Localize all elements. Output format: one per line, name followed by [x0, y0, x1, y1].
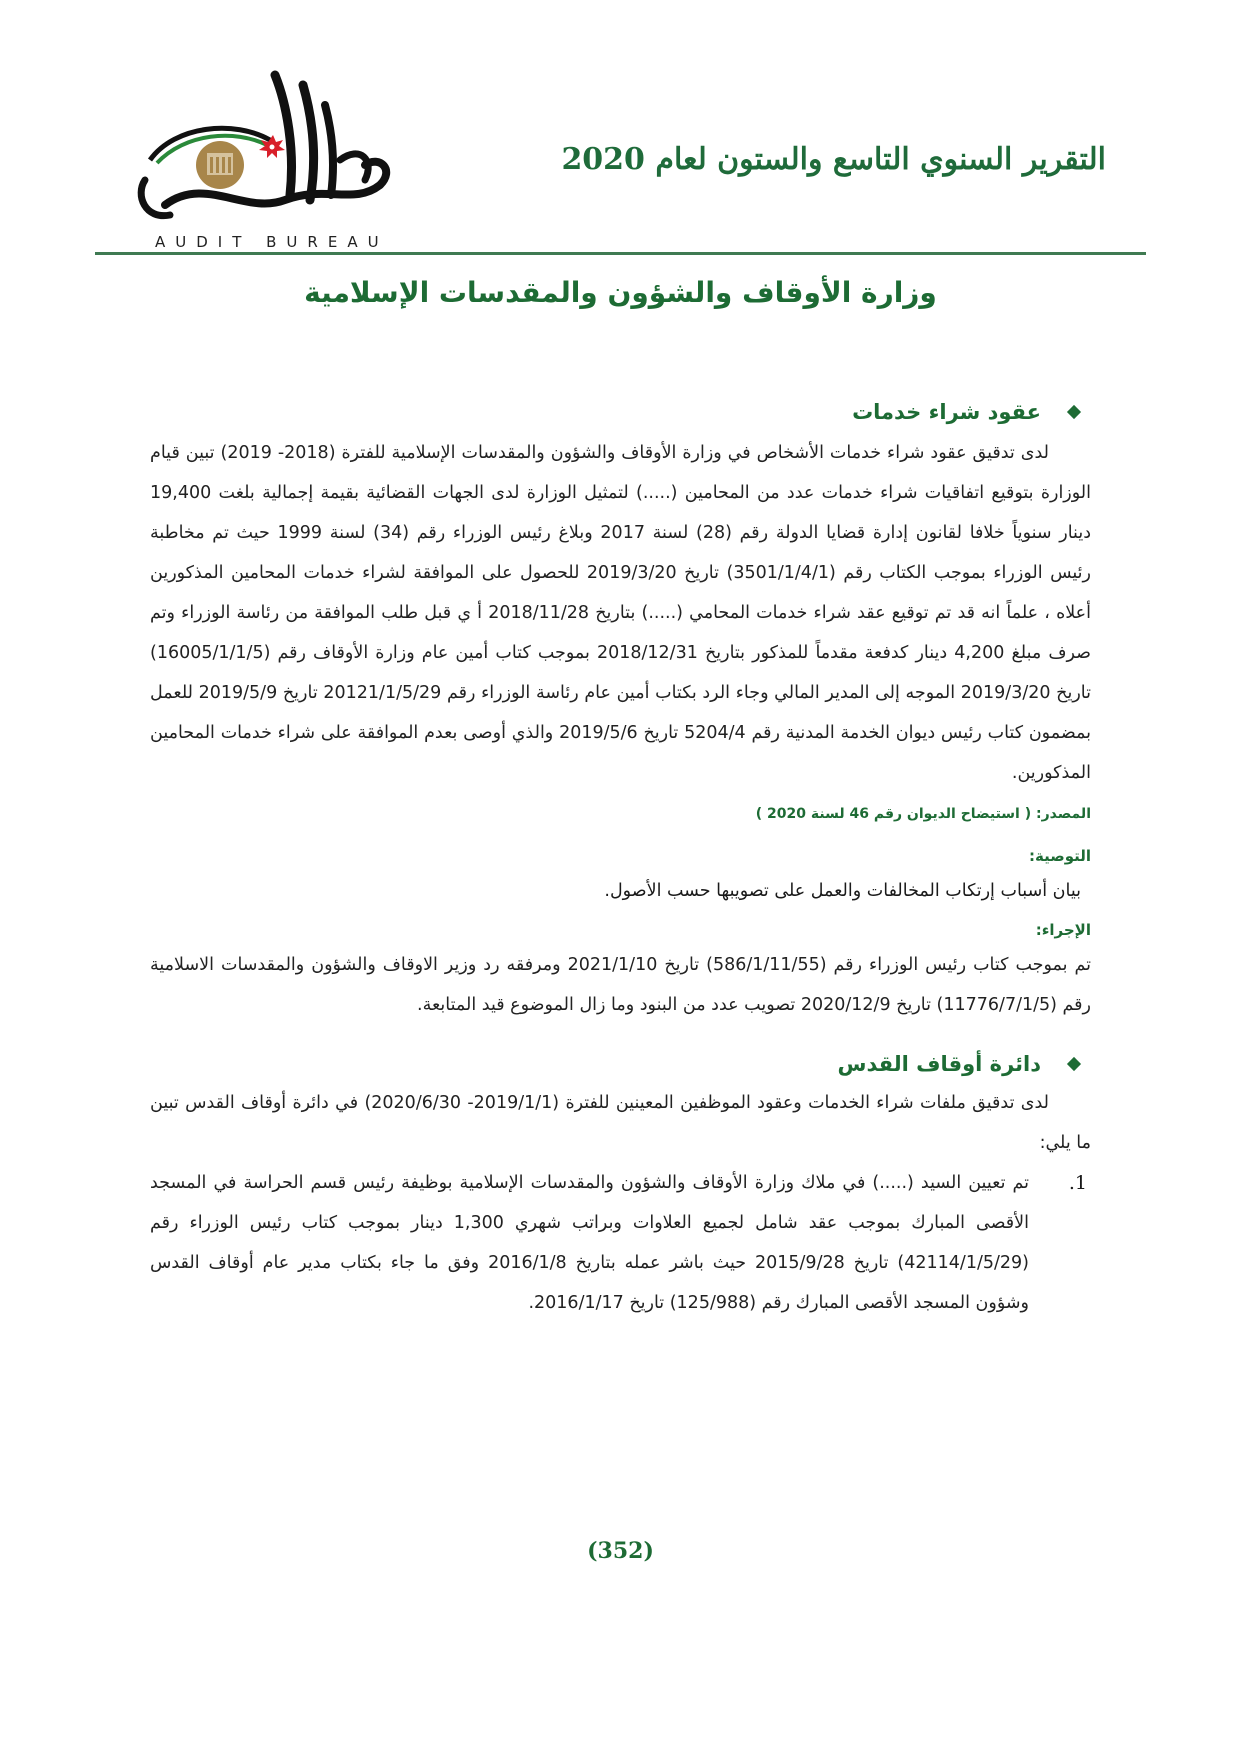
report-title: التقرير السنوي التاسع والستون لعام 2020	[561, 142, 1106, 177]
page-number: (352)	[587, 1538, 654, 1564]
logo-calligraphy-icon	[125, 65, 415, 235]
action-text: تم بموجب كتاب رئيس الوزراء رقم (586/1/11/55) تاريخ 2021/1/10 ومرفقه رد وزير الاوقاف والشؤون والمقدسات الاسلامية رقم (11776/7/1/5) تاريخ 2020/12/9 تصويب عدد من البنود وما زال الموضوع قيد المتابعة.	[150, 955, 1091, 1015]
section-heading-jerusalem-awqaf	[150, 1047, 1091, 1081]
ministry-title: وزارة الأوقاف والشؤون والمقدسات الإسلامية	[304, 276, 937, 309]
diamond-bullet-icon	[1067, 1057, 1081, 1071]
logo-english-text: AUDIT BUREAU	[155, 233, 389, 251]
list-item-text: تم تعيين السيد (.....) في ملاك وزارة الأوقاف والشؤون والمقدسات الإسلامية بوظيفة رئيس قسم الحراسة في المسجد الأقصى المبارك بموجب عقد شامل لجميع العلاوات وبراتب شهري 1,300 دينار بموجب كتاب رئيس الوزراء رقم (42114/1/5/29) تاريخ 2015/9/28 حيث باشر عمله بتاريخ 2016/1/8 وفق ما جاء بكتاب مدير عام أوقاف القدس وشؤون المسجد الأقصى المبارك رقم (125/988) تاريخ 2016/1/17.	[150, 1173, 1030, 1313]
section-paragraph	[150, 433, 1091, 793]
section-paragraph	[150, 1083, 1091, 1163]
section-heading-text: دائرة أوقاف القدس	[837, 1052, 1041, 1076]
audit-bureau-logo	[125, 65, 415, 250]
list-item	[150, 1163, 1091, 1323]
paragraph-text: لدى تدقيق ملفات شراء الخدمات وعقود الموظفين المعينين للفترة (2019/1/1- 2020/6/30) في دائرة أوقاف القدس تبين ما يلي:	[150, 1093, 1091, 1153]
header-divider	[95, 252, 1146, 255]
source-citation: المصدر: ( استيضاح الديوان رقم 46 لسنة 2020 )	[755, 806, 1091, 822]
paragraph-text: لدى تدقيق عقود شراء خدمات الأشخاص في وزارة الأوقاف والشؤون والمقدسات الإسلامية للفترة (2018- 2019) تبين قيام الوزارة بتوقيع اتفاقيات شراء خدمات عدد من المحامين (.....) لتمثيل الوزارة لدى الجهات القضائية بقيمة إجمالية بلغت 19,400 دينار سنوياً خلافا لقانون إدارة قضايا الدولة رقم (28) لسنة 2017 وبلاغ رئيس الوزراء رقم (34) لسنة 1999 حيث تم مخاطبة رئيس الوزراء بموجب الكتاب رقم (3501/1/4/1) تاريخ 2019/3/20 للحصول على الموافقة لشراء خدمات المحامين المذكورين أعلاه ، علماً انه قد تم توقيع عقد شراء خدمات المحامي (.....) بتاريخ 2018/11/28 أ ي قبل طلب الموافقة من رئاسة الوزراء وتم صرف مبلغ 4,200 دينار كدفعة مقدماً للمذكور بتاريخ 2018/12/31 بموجب كتاب أمين عام وزارة الأوقاف رقم (16005/1/1/5) تاريخ 2019/3/20 الموجه إلى المدير المالي وجاء الرد بكتاب أمين عام رئاسة الوزراء رقم 20121/1/5/29 تاريخ 2019/5/9 للعمل بمضمون كتاب رئيس ديوان الخدمة المدنية رقم 5204/4 تاريخ 2019/5/6 والذي أوصى بعدم الموافقة على شراء خدمات المحامين المذكورين.	[150, 443, 1092, 783]
list-item-number: 1.	[1068, 1172, 1087, 1194]
recommendation-label: التوصية:	[1028, 847, 1091, 865]
page-header	[95, 60, 1146, 255]
section-heading-text: عقود شراء خدمات	[852, 400, 1041, 424]
section-heading-service-contracts	[150, 395, 1091, 429]
recommendation-text: بيان أسباب إرتكاب المخالفات والعمل على تصويبها حسب الأصول.	[604, 881, 1081, 901]
document-body	[150, 395, 1091, 1323]
action-label: الإجراء:	[1035, 921, 1091, 939]
diamond-bullet-icon	[1067, 405, 1081, 419]
